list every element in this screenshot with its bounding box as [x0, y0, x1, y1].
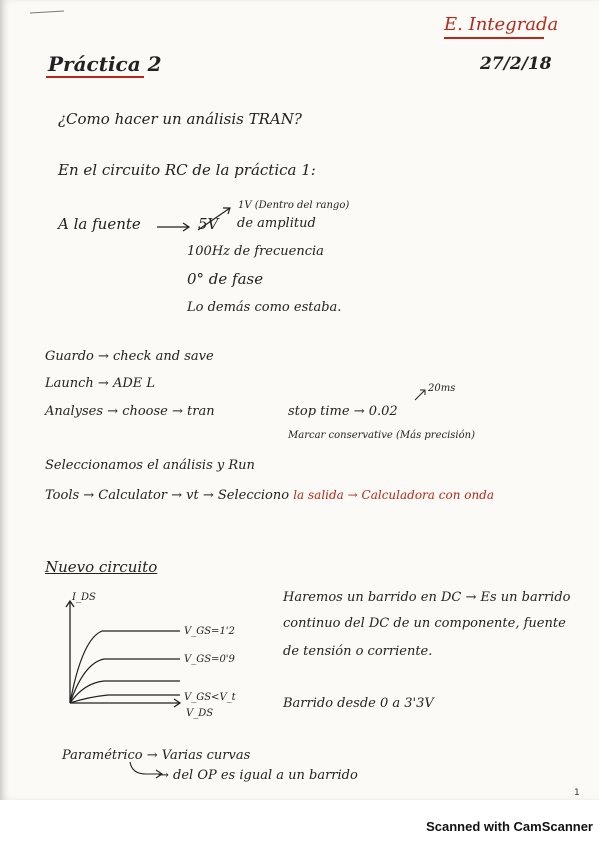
- date-label: 27/2/18: [480, 54, 552, 74]
- rest-line: Lo demás como estaba.: [187, 300, 342, 315]
- source-label: A la fuente: [58, 215, 141, 233]
- y-axis-label: I_DS: [72, 592, 96, 603]
- curve-label-2: V_GS=0'9: [184, 654, 235, 665]
- parametric-line: Paramétrico → Varias curvas: [62, 748, 251, 763]
- arrow-icon: [157, 222, 197, 232]
- launch-step: Launch → ADE L: [45, 376, 156, 391]
- tools-main: Tools → Calculator → vt → Selecciono: [45, 488, 290, 503]
- analyses-step: Analyses → choose → tran: [45, 404, 215, 419]
- conservative-note: Marcar conservative (Más precisión): [288, 430, 475, 441]
- title-underline: [46, 76, 144, 78]
- strike-arrow-icon: [196, 204, 236, 234]
- source-value: 5V: [198, 215, 219, 233]
- section-heading: Nuevo circuito: [45, 558, 158, 576]
- subject-label: E. Integrada: [444, 14, 559, 35]
- amplitude-line: de amplitud: [237, 216, 316, 231]
- description-line-1: Haremos un barrido en DC → Es un barrido: [283, 590, 571, 605]
- frequency-line: 100Hz de frecuencia: [187, 244, 324, 259]
- tools-line: [45, 488, 494, 503]
- curve-label-1: V_GS=1'2: [184, 626, 235, 637]
- phase-line: 0° de fase: [187, 270, 264, 288]
- curve-label-3: V_GS<V_t: [184, 692, 236, 703]
- description-line-2: continuo del DC de un componente, fuente: [283, 616, 566, 631]
- range-note: 1V (Dentro del rango): [238, 200, 350, 211]
- select-run-line: Seleccionamos el análisis y Run: [45, 458, 255, 473]
- stop-time: stop time → 0.02: [288, 404, 398, 419]
- iv-curves-graph: [62, 597, 202, 717]
- description-line-3: de tensión o corriente.: [283, 644, 433, 659]
- tools-tail: la salida → Calculadora con onda: [293, 488, 495, 502]
- page-title: Práctica 2: [48, 52, 162, 76]
- x-axis-label: V_DS: [186, 708, 214, 719]
- stop-note: 20ms: [428, 383, 456, 394]
- sweep-line: Barrido desde 0 a 3'3V: [283, 696, 434, 711]
- arrow-icon: [414, 388, 428, 402]
- question-line: ¿Como hacer un análisis TRAN?: [58, 110, 302, 128]
- subject-underline: [444, 37, 544, 39]
- parametric-note: → del OP es igual a un barrido: [158, 768, 358, 783]
- save-step: Guardo → check and save: [45, 349, 214, 364]
- footer-watermark: Scanned with CamScanner: [426, 819, 593, 834]
- page-number: 1: [574, 788, 580, 798]
- intro-line: En el circuito RC de la práctica 1:: [58, 161, 316, 179]
